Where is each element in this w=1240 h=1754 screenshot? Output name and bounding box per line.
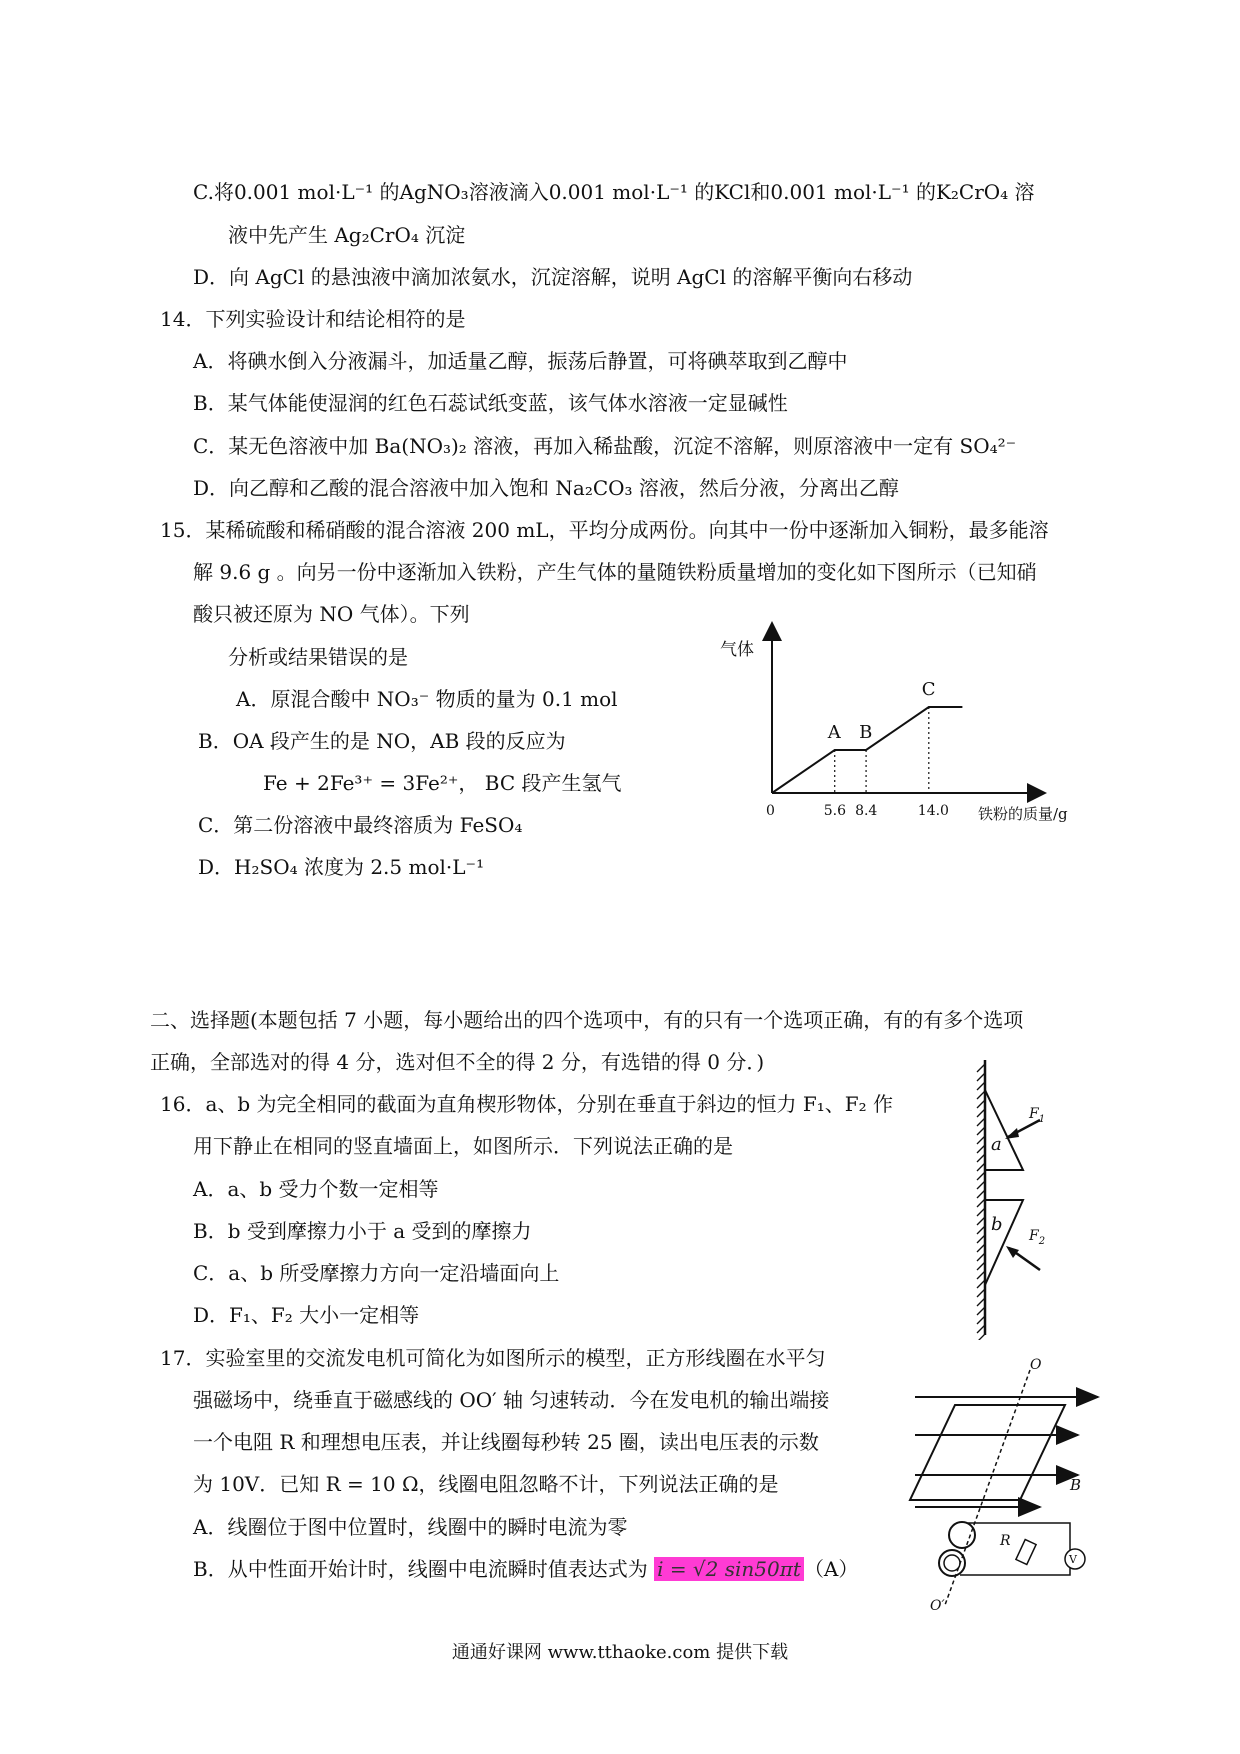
slip-ring-2 [939,1550,965,1576]
circuit-wire-bottom [960,1568,1070,1575]
resistor-label-r: R [1000,1533,1011,1549]
page-footer: 通通好课网 www.tthaoke.com 提供下载 [451,1642,789,1663]
q15-option-b-line1: B．OA 段产生的是 NO，AB 段的反应为 [198,729,566,753]
q17-stem-line4: 为 10V．已知 R = 10 Ω，线圈电阻忽略不计，下列说法正确的是 [193,1472,779,1496]
q16-option-a: A．a、b 受力个数一定相等 [193,1177,439,1201]
circuit-wire-top [968,1523,1070,1550]
force-f2-arrowhead [1006,1246,1019,1258]
voltmeter-label: V [1069,1553,1077,1566]
field-label-b: B [1070,1476,1082,1494]
q15-stem-line2: 解 9.6 g 。向另一份中逐渐加入铁粉，产生气体的量随铁粉质量增加的变化如下图所示（已知硝 [193,560,1037,584]
q15-stem-line1: 15．某稀硫酸和稀硝酸的混合溶液 200 mL，平均分成两份。向其中一份中逐渐加入铜粉，最多能溶 [160,518,1049,542]
q16-stem-line2: 用下静止在相同的竖直墙面上，如图所示．下列说法正确的是 [193,1134,733,1158]
chart-x-label: 铁粉的质量/g [978,805,1068,823]
q13-option-d: D．向 AgCl 的悬浊液中滴加浓氨水，沉淀溶解，说明 AgCl 的溶解平衡向右移动 [193,265,913,289]
q14-option-c: C．某无色溶液中加 Ba(NO₃)₂ 溶液，再加入稀盐酸，沉淀不溶解，则原溶液中一定有 SO₄²⁻ [193,434,1017,458]
q15-stem-line3: 酸只被还原为 NO 气体）。下列 [193,602,470,626]
q13-option-c-line1: C.将0.001 mol·L⁻¹ 的AgNO₃溶液滴入0.001 mol·L⁻¹ 的KCl和0.001 mol·L⁻¹ 的K₂CrO₄ 溶 [193,180,1035,204]
chart-marks [772,679,962,819]
wall-hatch-line [977,1334,985,1340]
chart-point-label: C [921,679,936,700]
chart-x-tick-label: 5.6 [823,803,846,819]
q14-option-a: A．将碘水倒入分液漏斗，加适量乙醇，振荡后静置，可将碘萃取到乙醇中 [193,349,848,373]
q16-option-b: B．b 受到摩擦力小于 a 受到的摩擦力 [193,1219,532,1243]
q16-stem-line1: 16．a、b 为完全相同的截面为直角楔形物体，分别在垂直于斜边的恒力 F₁、F₂ 作 [160,1092,894,1116]
chart-y-label: 气体 [720,640,754,660]
slip-ring-2-inner [944,1555,960,1571]
q16-wedge-figure [965,1060,1075,1340]
force-f2-label: $F_2$ [1029,1228,1046,1247]
q15-option-c: C．第二份溶液中最终溶质为 FeSO₄ [198,813,523,837]
q17-stem-line2: 强磁场中，绕垂直于磁感线的 OO′ 轴 匀速转动．今在发电机的输出端接 [193,1388,830,1412]
force-f1-label: $F_1$ [1029,1106,1046,1125]
q17-option-b [193,1559,858,1579]
axis-label-o-prime: O′ [930,1598,945,1614]
force-f1-arrowhead [1005,1128,1019,1139]
wedge-b [985,1200,1023,1285]
q13-option-c-line2: 液中先产生 Ag₂CrO₄ 沉淀 [228,223,466,247]
chart-origin-label: 0 [766,803,775,819]
chart-gas-line [772,707,962,793]
q17-formula-highlight: i = √2 sin50πt [654,1557,804,1581]
q15-option-b-line2: Fe + 2Fe³⁺ = 3Fe²⁺， BC 段产生氢气 [263,771,622,795]
chart-x-tick-label: 14.0 [917,803,949,819]
q17-option-b-unit: （A） [803,1557,859,1581]
q15-gas-chart [720,615,1100,825]
chart-x-tick-label: 8.4 [855,803,878,819]
q16-option-c: C．a、b 所受摩擦力方向一定沿墙面向上 [193,1261,560,1285]
q17-generator-figure [880,1355,1105,1615]
axis-label-o: O [1030,1357,1042,1373]
q17-option-a: A．线圈位于图中位置时，线圈中的瞬时电流为零 [193,1515,628,1539]
square-coil [910,1405,1065,1500]
q17-stem-line3: 一个电阻 R 和理想电压表，并让线圈每秒转 25 圈，读出电压表的示数 [193,1430,819,1454]
q15-option-d: D．H₂SO₄ 浓度为 2.5 mol·L⁻¹ [198,855,485,879]
wedge-b-label: b [991,1214,1003,1235]
q14-option-d: D．向乙醇和乙酸的混合溶液中加入饱和 Na₂CO₃ 溶液，然后分液，分离出乙醇 [193,476,899,500]
resistor-r [1016,1539,1036,1564]
chart-point-label: A [827,722,841,743]
section2-header-line2: 正确，全部选对的得 4 分，选对但不全的得 2 分，有选错的得 0 分．) [150,1050,765,1074]
q14-option-b: B．某气体能使湿润的红色石蕊试纸变蓝，该气体水溶液一定显碱性 [193,391,788,415]
q17-option-b-text: B．从中性面开始计时，线圈中电流瞬时值表达式为 [193,1557,655,1581]
q14-stem: 14．下列实验设计和结论相符的是 [160,307,466,331]
wedge-a-label: a [991,1134,1002,1155]
q15-option-a: A．原混合酸中 NO₃⁻ 物质的量为 0.1 mol [236,687,618,711]
q15-stem-line4: 分析或结果错误的是 [228,645,408,669]
q16-option-d: D．F₁、F₂ 大小一定相等 [193,1303,420,1327]
q17-stem-line1: 17．实验室里的交流发电机可简化为如图所示的模型，正方形线圈在水平匀 [160,1346,826,1370]
section2-header-line1: 二、选择题(本题包括 7 小题，每小题给出的四个选项中，有的只有一个选项正确，有的有多个选项 [150,1008,1024,1032]
chart-point-label: B [859,722,873,743]
